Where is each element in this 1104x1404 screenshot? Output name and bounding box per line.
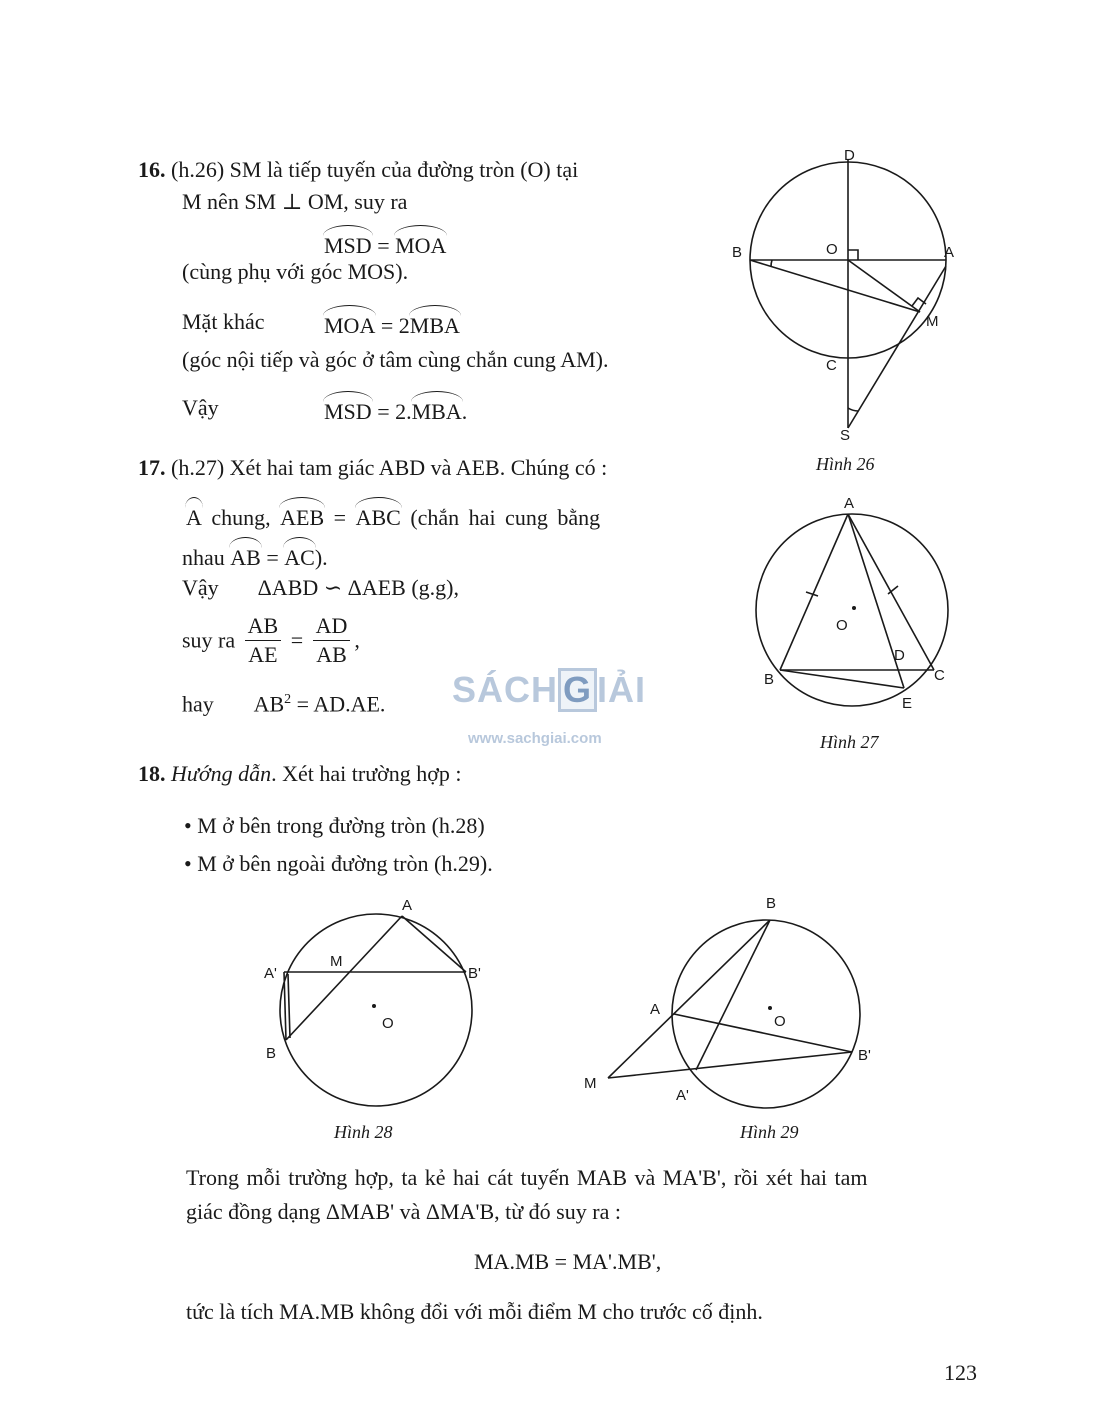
angle-mba: MBA <box>410 308 460 340</box>
exponent: 2 <box>284 692 292 707</box>
angle-moa: MOA <box>395 228 446 260</box>
sachgiai-logo <box>452 668 646 712</box>
bullet-item-1 <box>184 812 485 840</box>
circle-o <box>672 920 860 1108</box>
center-dot <box>372 1004 376 1008</box>
problem-16-mat-khac: Mặt khác <box>182 309 265 334</box>
bullet-icon: • <box>184 813 192 838</box>
problem-18-para-2: giác đồng dạng ΔMAB' và ΔMA'B, từ đó suy ra : <box>186 1199 621 1224</box>
page-number: 123 <box>944 1360 977 1385</box>
chung-text: chung, <box>211 505 271 530</box>
problem-16-equation-2 <box>324 308 460 340</box>
ab-squared-tail: = AD.AE. <box>296 691 386 717</box>
similar-triangles: ΔABD ∽ ΔAEB (g.g), <box>257 575 459 600</box>
figure-28 <box>256 890 516 1150</box>
problem-17-line-5 <box>182 612 360 669</box>
problem-16-equation-1 <box>324 228 446 260</box>
problem-16-number: 16. <box>138 157 166 182</box>
problem-17-line-4 <box>182 574 459 602</box>
problem-18-line-1 <box>138 760 462 788</box>
bullet-icon: • <box>184 851 192 876</box>
label-d: D <box>844 147 855 164</box>
equation-operator: = <box>266 545 279 570</box>
angle-mba: MBA <box>412 394 462 426</box>
nhau-text: nhau <box>182 545 225 570</box>
hay-text: hay <box>182 691 214 717</box>
label-b: B <box>266 1045 277 1062</box>
label-o: O <box>836 617 848 634</box>
label-s: S <box>840 427 851 444</box>
problem-17-number: 17. <box>138 455 166 480</box>
problem-17-line-1 <box>138 454 607 482</box>
problem-16-line-3: (cùng phụ với góc MOS). <box>182 259 409 284</box>
label-o: O <box>826 241 838 258</box>
label-a: A <box>944 244 955 261</box>
problem-18-para-3: tức là tích MA.MB không đổi với mỗi điểm M cho trước cố định. <box>186 1299 763 1324</box>
arc-ab: AB <box>230 540 261 572</box>
label-d: D <box>894 647 905 664</box>
line-bm <box>750 260 920 312</box>
problem-18-para-1: Trong mỗi trường hợp, ta kẻ hai cát tuyến MAB và MA'B', rồi xét hai tam <box>186 1165 868 1190</box>
problem-17-line-2 <box>186 500 600 532</box>
label-b: B <box>732 244 743 261</box>
equation-end: . <box>461 399 468 424</box>
angle-aeb: AEB <box>280 500 324 532</box>
label-c: C <box>934 667 945 684</box>
paren-end: ). <box>314 545 328 570</box>
angle-msd: MSD <box>324 394 372 426</box>
figure-27 <box>740 486 1000 756</box>
angle-msd: MSD <box>324 228 372 260</box>
circle-o <box>756 514 948 706</box>
label-m: M <box>330 953 343 970</box>
right-angle-m <box>912 298 926 306</box>
line-a1b <box>284 972 286 1040</box>
huong-dan-label: Hướng dẫn <box>171 761 272 786</box>
fraction-numerator: AB <box>245 612 282 641</box>
line-ba1 <box>696 920 770 1070</box>
problem-17-line-3 <box>182 540 328 572</box>
sachgiai-url: www.sachgiai.com <box>468 730 602 747</box>
caption-h27: Hình 27 <box>820 732 879 752</box>
label-b: B <box>764 671 775 688</box>
problem-16-line-2: M nên SM ⊥ OM, suy ra <box>182 189 408 214</box>
problem-17-line-6 <box>182 686 385 718</box>
caption-h29: Hình 29 <box>740 1122 799 1142</box>
right-angle-o <box>848 250 858 260</box>
logo-text-left: SÁCH <box>452 669 559 710</box>
fraction-numerator: AD <box>313 612 351 641</box>
problem-16-equation-3 <box>324 394 467 426</box>
angle-a: A <box>186 500 202 532</box>
label-m: M <box>584 1075 597 1092</box>
arc-ac: AC <box>284 540 315 572</box>
figure-26 <box>720 140 980 480</box>
line-mb1 <box>608 1052 852 1078</box>
angle-abc: ABC <box>356 500 401 532</box>
label-m: M <box>926 313 939 330</box>
fraction-ad-ab <box>313 612 351 669</box>
problem-18-text-1: . Xét hai trường hợp : <box>271 761 462 786</box>
line-a1b-double <box>288 974 290 1038</box>
problem-18-number: 18. <box>138 761 166 786</box>
vay-text: Vậy <box>182 575 219 600</box>
label-o: O <box>382 1015 394 1032</box>
equation-operator: = 2 <box>380 313 410 338</box>
label-a: A <box>650 1001 661 1018</box>
label-c: C <box>826 357 837 374</box>
label-o: O <box>774 1013 786 1030</box>
caption-h28: Hình 28 <box>334 1122 393 1142</box>
problem-16-line-1 <box>138 156 578 184</box>
equation-operator: = <box>333 505 347 530</box>
fraction-denominator: AB <box>316 642 347 667</box>
bullet-text: M ở bên trong đường tròn (h.28) <box>197 813 485 838</box>
equation-operator: = <box>377 233 390 258</box>
label-a: A <box>844 495 855 512</box>
bullet-item-2 <box>184 850 493 878</box>
problem-16-line-4: (góc nội tiếp và góc ở tâm cùng chắn cung AM). <box>182 347 609 372</box>
fraction-comma: , <box>354 627 360 653</box>
problem-16-text-1: (h.26) SM là tiếp tuyến của đường tròn (O) tại <box>171 157 579 182</box>
problem-16-vay: Vậy <box>182 395 219 420</box>
label-b-prime: B' <box>468 965 481 982</box>
line-be <box>780 670 904 688</box>
caption-h26: Hình 26 <box>816 454 875 474</box>
angle-mark-s <box>848 408 858 411</box>
fraction-denominator: AE <box>248 642 278 667</box>
bullet-text: M ở bên ngoài đường tròn (h.29). <box>197 851 493 876</box>
equation-operator: = <box>290 627 304 653</box>
suy-ra-text: suy ra <box>182 627 236 653</box>
ab-squared-base: AB <box>253 691 285 717</box>
label-a: A <box>402 897 413 914</box>
line-mb <box>608 920 770 1078</box>
center-dot <box>768 1006 772 1010</box>
label-a-prime: A' <box>264 965 277 982</box>
line-ab1 <box>402 916 466 972</box>
label-b-prime: B' <box>858 1047 871 1064</box>
logo-box-letter: G <box>558 668 597 712</box>
figure-29 <box>576 890 896 1150</box>
problem-17-text-2: (chắn hai cung bằng <box>410 505 601 530</box>
line-ab1 <box>674 1014 852 1052</box>
label-b: B <box>766 895 777 912</box>
angle-moa: MOA <box>324 308 375 340</box>
fraction-ab-ae <box>245 612 282 669</box>
tangent-sm <box>848 266 946 428</box>
center-dot <box>852 606 856 610</box>
logo-text-right: IẢI <box>597 669 647 710</box>
equation-operator: = 2. <box>377 399 412 424</box>
label-a-prime: A' <box>676 1087 689 1104</box>
problem-18-formula: MA.MB = MA'.MB', <box>474 1249 662 1274</box>
problem-17-text-1: (h.27) Xét hai tam giác ABD và AEB. Chúng có : <box>171 455 608 480</box>
line-om <box>848 260 920 312</box>
label-e: E <box>902 695 913 712</box>
